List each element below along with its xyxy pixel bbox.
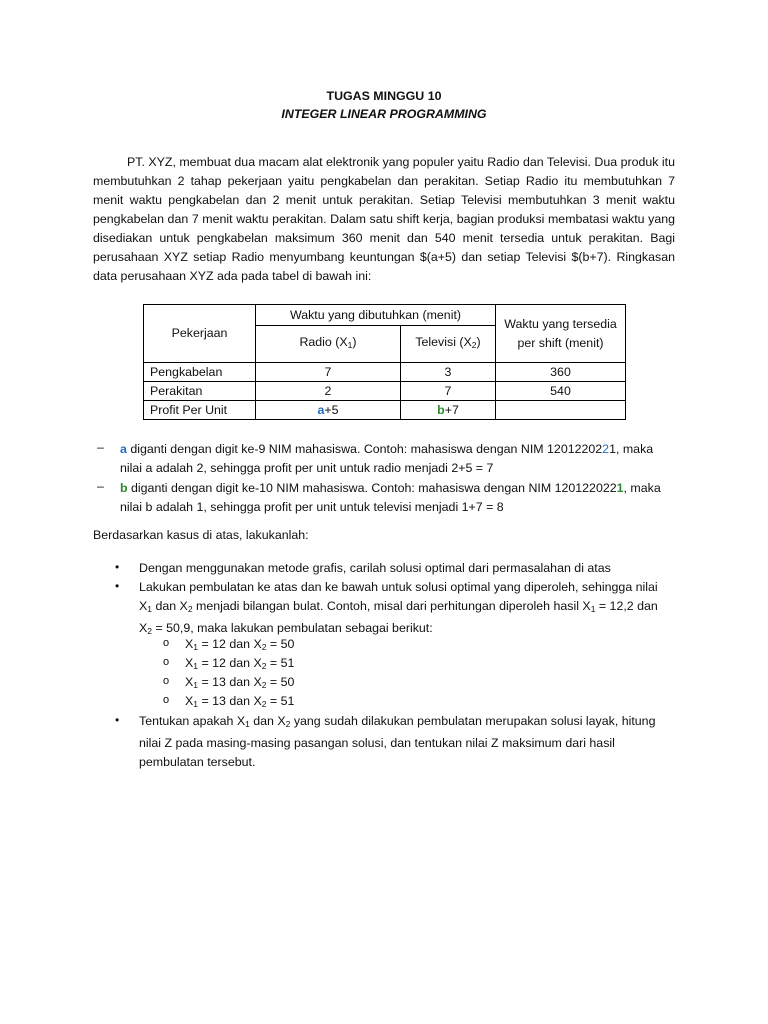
rounding-item: $X_1 = 13$ dan $X_2 = 51$ (185, 694, 295, 709)
row-avail: 360 (496, 363, 626, 382)
table-row-profit (144, 401, 626, 420)
bullet-icon: • (115, 560, 120, 574)
task-3: Tentukan apakah $X_1$ dan $X_2$ yang sudah dilakukan pembulatan merupakan solusi layak, hitung nilai Z pada masing-masing pasangan solusi, dan tentukan nilai Z maksimum dari hasil pembulatan tersebut. (139, 714, 656, 769)
bullet-icon: • (115, 713, 120, 727)
instruction-text: Berdasarkan kasus di atas, lakukanlah: (93, 528, 309, 542)
row-avail: 540 (496, 382, 626, 401)
rounding-item: $X_1 = 12$ dan $X_2 = 50$ (185, 637, 295, 652)
table-row (144, 382, 626, 401)
row-tv: 7 (401, 382, 496, 401)
data-table (143, 304, 626, 420)
header-radio: Radio $(X_1)$ (256, 326, 401, 363)
problem-text: PT. XYZ, membuat dua macam alat elektronik yang populer yaitu Radio dan Televisi. Dua produk itu membutuhkan 2 tahap pekerjaan yaitu pengkabelan dan perakitan. Setiap Radio itu membutuhkan 7 menit waktu pengkabelan dan 2 menit untuk perakitan. Setiap Televisi membutuhkan 3 menit waktu pengkabelan dan 7 menit waktu perakitan. Dalam satu shift kerja, bagian produksi membatasi waktu yang disediakan untuk pengkabelan maksimum 360 menit dan 540 menit tersedia untuk perakitan. Bagi perusahaan XYZ setiap Radio menyumbang keuntungan $(a+5) dan setiap Televisi $(b+7). Ringkasan data perusahaan XYZ ada pada tabel di bawah ini: (93, 155, 675, 283)
header-waktu-dibutuhkan: Waktu yang dibutuhkan (menit) (256, 305, 496, 326)
task-2: Lakukan pembulatan ke atas dan ke bawah untuk solusi optimal yang diperoleh, sehingga nilai $X_1$ dan $X_2$ menjadi bilangan bulat. Contoh, misal dari perhitungan diperoleh hasil $X_1 = 12,2$ dan $X_2 = 50,9$, maka lakukan pembulatan sebagai berikut: (139, 580, 658, 636)
dash-bullet: – (97, 479, 104, 493)
profit-label: Profit Per Unit (144, 401, 256, 420)
dash-bullet: – (97, 440, 104, 454)
note-b: b diganti dengan digit ke-10 NIM mahasiswa. Contoh: mahasiswa dengan NIM 1201220221, maka nilai b adalah 1, sehingga profit per unit untuk televisi menjadi 1+7 = 8 (120, 481, 661, 514)
bullet-icon: • (115, 579, 120, 593)
row-job: Perakitan (144, 382, 256, 401)
document-title: TUGAS MINGGU 10 (326, 89, 442, 103)
rounding-item: $X_1 = 13$ dan $X_2 = 50$ (185, 675, 295, 690)
header-televisi: Televisi $(X_2)$ (401, 326, 496, 363)
table-row (144, 363, 626, 382)
profit-tv: b+7 (401, 401, 496, 420)
ring-bullet-icon: o (163, 694, 170, 706)
row-radio: 7 (256, 363, 401, 382)
problem-paragraph (93, 153, 675, 286)
document-subtitle: INTEGER LINEAR PROGRAMMING (281, 107, 487, 121)
ring-bullet-icon: o (163, 675, 170, 687)
header-pekerjaan: Pekerjaan (144, 305, 256, 363)
rounding-item: $X_1 = 12$ dan $X_2 = 51$ (185, 656, 295, 671)
profit-empty (496, 401, 626, 420)
task-1: Dengan menggunakan metode grafis, carilah solusi optimal dari permasalahan di atas (139, 561, 611, 575)
row-radio: 2 (256, 382, 401, 401)
ring-bullet-icon: o (163, 656, 170, 668)
row-job: Pengkabelan (144, 363, 256, 382)
ring-bullet-icon: o (163, 637, 170, 649)
note-a: a diganti dengan digit ke-9 NIM mahasiswa. Contoh: mahasiswa dengan NIM 1201220221, maka nilai a adalah 2, sehingga profit per unit untuk radio menjadi 2+5 = 7 (120, 442, 654, 475)
row-tv: 3 (401, 363, 496, 382)
header-waktu-tersedia: Waktu yang tersedia per shift (menit) (496, 305, 626, 363)
profit-radio: a+5 (256, 401, 401, 420)
